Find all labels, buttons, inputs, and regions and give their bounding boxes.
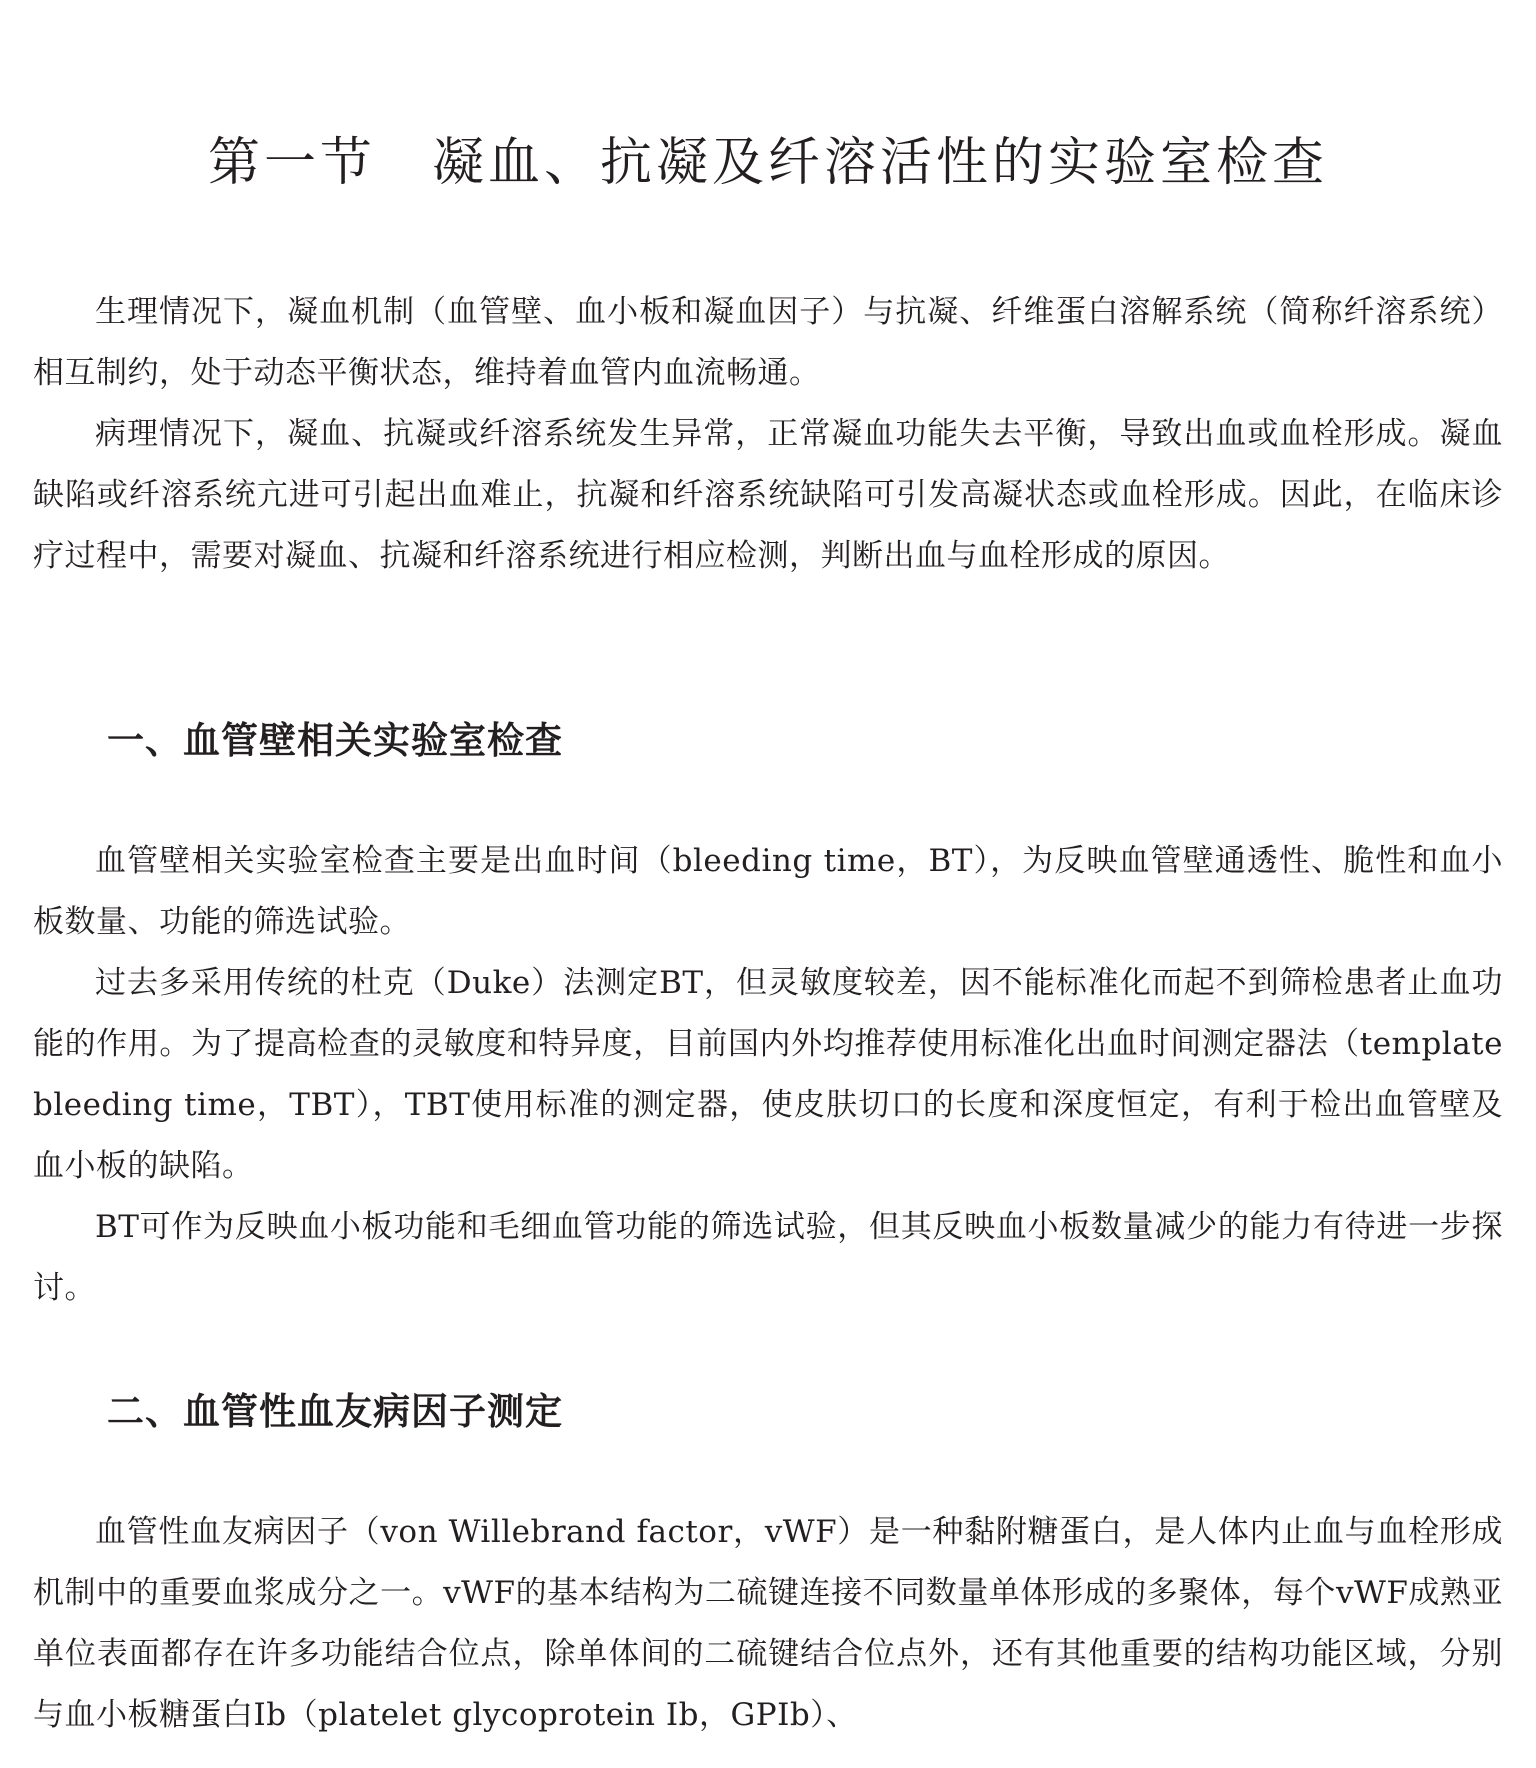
section-heading-vwf: 二、血管性血友病因子测定: [107, 1390, 563, 1433]
section-heading-vessel-wall: 一、血管壁相关实验室检查: [107, 719, 563, 762]
vessel-wall-paragraph-2: 过去多采用传统的杜克（Duke）法测定BT，但灵敏度较差，因不能标准化而起不到筛检患者止血功能的作用。为了提高检查的灵敏度和特异度，目前国内外均推荐使用标准化出血时间测定器法（template bleeding time，TBT），TBT使用标准的测定器，使皮肤切口的长度和深度恒定，有利于检出血管壁及血小板的缺陷。: [33, 965, 1503, 1184]
vwf-block: [33, 1502, 1503, 1746]
intro-block: [33, 282, 1503, 587]
section-title: 第一节 凝血、抗凝及纤溶活性的实验室检查: [207, 133, 1328, 193]
vessel-wall-block: [33, 831, 1503, 1319]
intro-paragraph-2: 病理情况下，凝血、抗凝或纤溶系统发生异常，正常凝血功能失去平衡，导致出血或血栓形成。凝血缺陷或纤溶系统亢进可引起出血难止，抗凝和纤溶系统缺陷可引发高凝状态或血栓形成。因此，在临床诊疗过程中，需要对凝血、抗凝和纤溶系统进行相应检测，判断出血与血栓形成的原因。: [33, 416, 1503, 574]
intro-paragraph-1: 生理情况下，凝血机制（血管壁、血小板和凝血因子）与抗凝、纤维蛋白溶解系统（简称纤溶系统）相互制约，处于动态平衡状态，维持着血管内血流畅通。: [33, 294, 1503, 391]
vwf-paragraph-1: 血管性血友病因子（von Willebrand factor，vWF）是一种黏附糖蛋白，是人体内止血与血栓形成机制中的重要血浆成分之一。vWF的基本结构为二硫键连接不同数量单体形成的多聚体，每个vWF成熟亚单位表面都存在许多功能结合位点，除单体间的二硫键结合位点外，还有其他重要的结构功能区域，分别与血小板糖蛋白Ⅰb（platelet glycoprotein Ⅰb，GPⅠb）、: [33, 1514, 1503, 1733]
vessel-wall-paragraph-3: BT可作为反映血小板功能和毛细血管功能的筛选试验，但其反映血小板数量减少的能力有待进一步探讨。: [33, 1209, 1503, 1306]
vessel-wall-paragraph-1: 血管壁相关实验室检查主要是出血时间（bleeding time，BT），为反映血管壁通透性、脆性和血小板数量、功能的筛选试验。: [33, 843, 1503, 940]
